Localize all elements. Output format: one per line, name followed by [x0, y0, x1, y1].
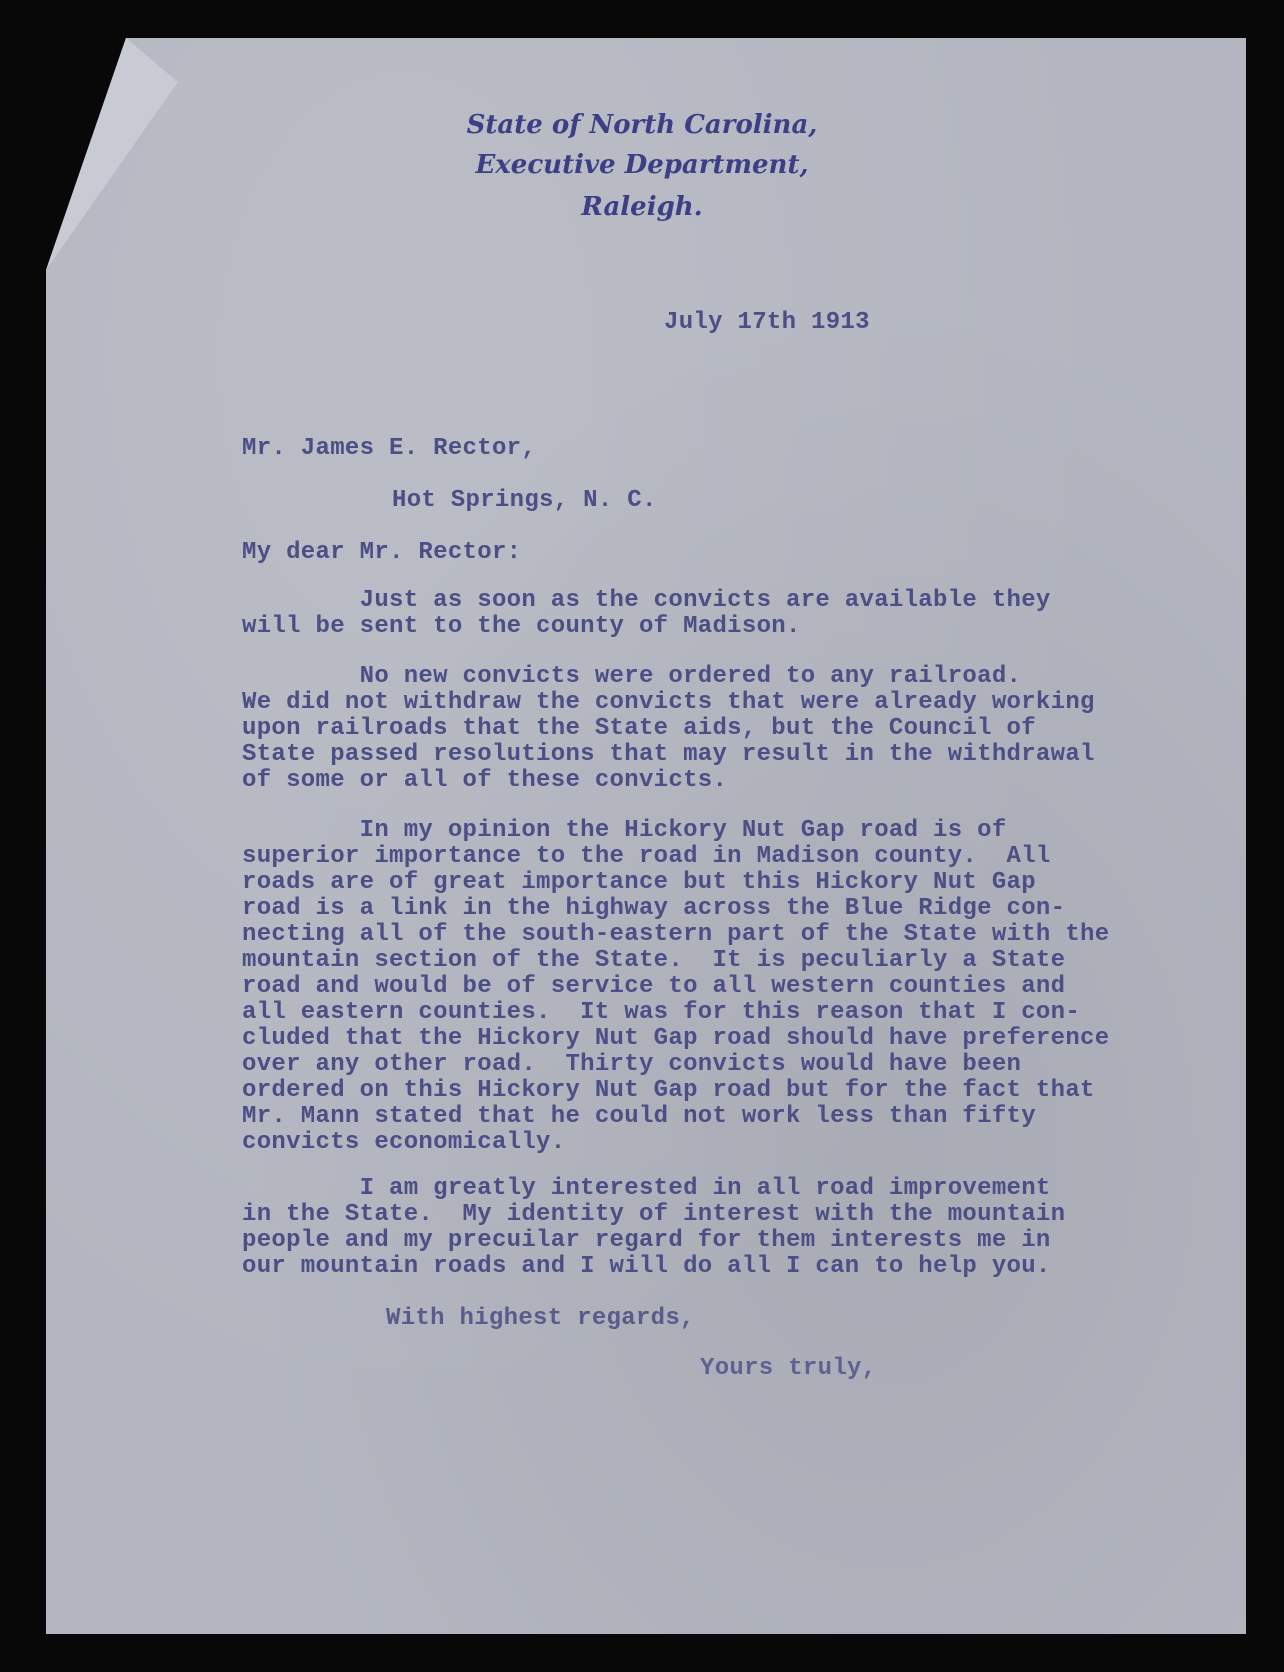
paragraph-line: all eastern counties. It was for this reason that I con-: [242, 999, 1081, 1026]
recipient-name: Mr. James E. Rector,: [242, 435, 537, 462]
salutation: My dear Mr. Rector:: [242, 539, 522, 566]
recipient-address: Hot Springs, N. C.: [392, 487, 657, 514]
paragraph-line: road is a link in the highway across the Blue Ridge con-: [242, 895, 1066, 922]
paragraph-line: our mountain roads and I will do all I can to help you.: [242, 1253, 1051, 1280]
paragraph-3: [242, 818, 1142, 1156]
paragraph-line: convicts economically.: [242, 1129, 566, 1156]
paragraph-line: will be sent to the county of Madison.: [242, 613, 801, 640]
paragraph-1: [242, 588, 1142, 640]
signoff: Yours truly,: [700, 1355, 877, 1382]
paragraph-line: road and would be of service to all western counties and: [242, 973, 1066, 1000]
letterhead-city: Raleigh.: [581, 192, 703, 222]
paragraph-line: No new convicts were ordered to any railroad.: [242, 663, 1022, 690]
letterhead-state: State of North Carolina,: [466, 110, 818, 140]
paragraph-line: In my opinion the Hickory Nut Gap road is of: [242, 817, 1007, 844]
paragraph-line: people and my precuilar regard for them interests me in: [242, 1227, 1051, 1254]
paragraph-4: [242, 1176, 1142, 1280]
paragraph-line: cluded that the Hickory Nut Gap road should have preference: [242, 1025, 1110, 1052]
paragraph-line: I am greatly interested in all road improvement: [242, 1175, 1051, 1202]
paragraph-line: State passed resolutions that may result in the withdrawal: [242, 741, 1095, 768]
closing: With highest regards,: [386, 1305, 695, 1332]
paragraph-line: upon railroads that the State aids, but the Council of: [242, 715, 1036, 742]
letter-date: July 17th 1913: [664, 309, 870, 336]
paragraph-2: [242, 664, 1142, 794]
paragraph-line: Just as soon as the convicts are available they: [242, 587, 1051, 614]
paragraph-line: roads are of great importance but this Hickory Nut Gap: [242, 869, 1036, 896]
paragraph-line: of some or all of these convicts.: [242, 767, 728, 794]
paragraph-line: necting all of the south-eastern part of the State with the: [242, 921, 1110, 948]
paragraph-line: ordered on this Hickory Nut Gap road but for the fact that: [242, 1077, 1095, 1104]
paragraph-line: mountain section of the State. It is peculiarly a State: [242, 947, 1066, 974]
paragraph-line: in the State. My identity of interest with the mountain: [242, 1201, 1066, 1228]
paragraph-line: Mr. Mann stated that he could not work less than fifty: [242, 1103, 1036, 1130]
paragraph-line: We did not withdraw the convicts that were already working: [242, 689, 1095, 716]
letterhead-department: Executive Department,: [475, 150, 809, 180]
paragraph-line: over any other road. Thirty convicts would have been: [242, 1051, 1022, 1078]
paragraph-line: superior importance to the road in Madison county. All: [242, 843, 1051, 870]
